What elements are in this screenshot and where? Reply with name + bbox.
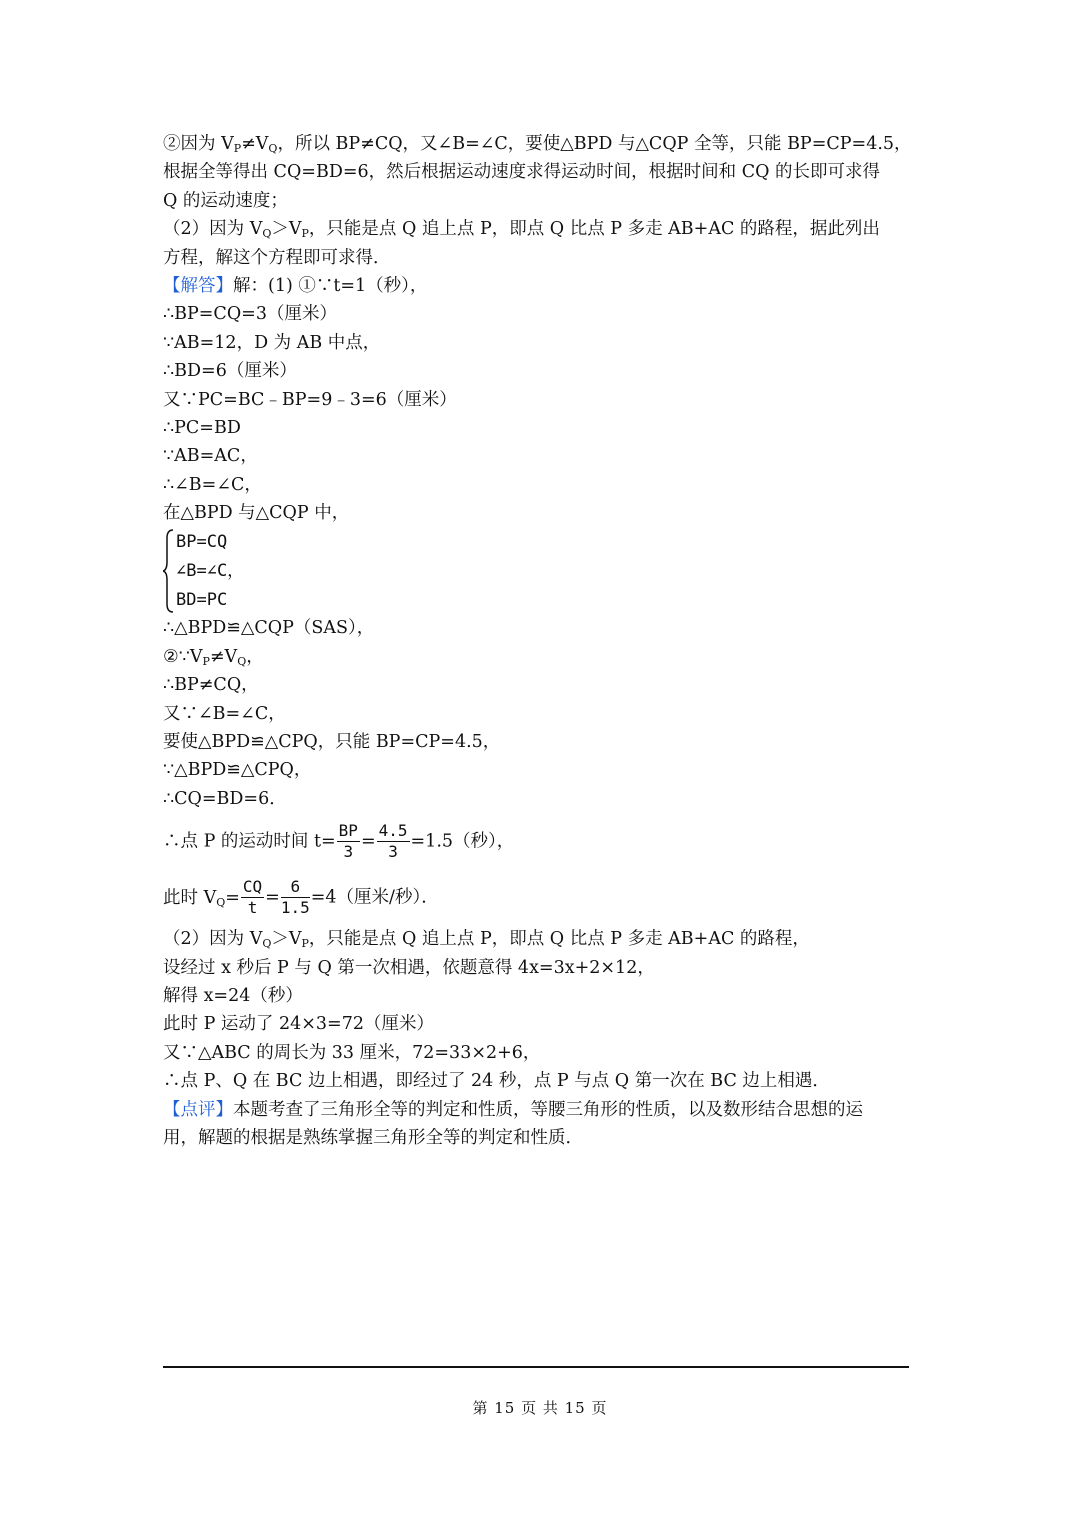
speed-eq-suffix: =4（厘米/秒）． (310, 887, 439, 908)
fraction-numerator: 6 (281, 877, 310, 898)
solution-line: 此时 P 运动了 24×3=72（厘米） (163, 1014, 434, 1035)
fraction-numerator: CQ (242, 877, 263, 897)
fraction-denominator: 3 (343, 842, 354, 862)
analysis-line: ∵AB=12，D 为 AB 中点， (163, 332, 381, 353)
fraction-6-1.5 (281, 877, 310, 918)
analysis-line: 方程，解这个方程即可求得． (163, 247, 391, 268)
analysis-line: 又∵PC=BC﹣BP=9﹣3=6（厘米） (163, 389, 457, 410)
part2-and-comment-block (163, 925, 923, 1152)
fraction-bp-3 (337, 821, 360, 862)
analysis-line: 【解答】解：(1) ①∵t=1（秒）， (163, 275, 428, 296)
time-equation (163, 813, 923, 869)
proof-line: ∵△BPD≌△CPQ， (163, 760, 312, 781)
fraction-4.5-3 (377, 821, 410, 862)
fraction-denominator: 1.5 (280, 898, 310, 918)
analysis-line: ∴∠B=∠C， (163, 474, 262, 495)
analysis-line: ∵AB=AC， (163, 446, 258, 467)
solution-line: ∴点 P、Q 在 BC 边上相遇，即经过了 24 秒，点 P 与点 Q 第一次在 BC 边上相遇． (163, 1071, 830, 1092)
analysis-line: （2）因为 $V_Q>V_P$，只能是点 Q 追上点 P，即点 Q 比点 P 多走 AB+AC 的路程，据此列出 (163, 219, 880, 241)
solution-line: 用，解题的根据是熟练掌握三角形全等的判定和性质． (163, 1127, 583, 1148)
system-line-2: ∠B=∠C， (176, 561, 245, 582)
footer-divider (163, 1366, 909, 1368)
system-line-3: BD=PC (176, 590, 228, 611)
analysis-line: ∴PC=BD (163, 417, 241, 438)
equals-sign: = (360, 831, 376, 852)
speed-equation (163, 869, 923, 925)
solution-line: （2）因为 $V_Q>V_P$，只能是点 Q 追上点 P，即点 Q 比点 P 多走 AB+AC 的路程， (163, 929, 810, 951)
proof-line: ∴△BPD≌△CQP（SAS）， (163, 618, 375, 639)
analysis-line: ∴BP=CQ=3（厘米） (163, 304, 337, 325)
solution-line: 【点评】本题考查了三角形全等的判定和性质，等腰三角形的性质，以及数形结合思想的运 (163, 1099, 863, 1120)
analysis-line: ②因为 $V_P\ne V_Q$，所以 BP≠CQ，又∠B=∠C，要使△BPD 与△CQP 全等，只能 BP=CP=4.5， (163, 134, 912, 155)
brace-icon (163, 528, 175, 614)
solution-line: 又∵△ABC 的周长为 33 厘米，72=33×2+6， (163, 1042, 541, 1063)
equals-sign: = (265, 887, 280, 908)
speed-eq-prefix: 此时 $V_Q=$ (163, 887, 240, 909)
equation-system (163, 528, 923, 614)
fraction-numerator: 4.5 (378, 821, 408, 841)
analysis-line: Q 的运动速度； (163, 190, 288, 211)
solution-text (163, 130, 923, 1152)
proof-line: ∴CQ=BD=6． (163, 788, 287, 809)
analysis-line: ∴BD=6（厘米） (163, 361, 297, 382)
fraction-denominator: 3 (388, 842, 398, 862)
fraction-cq-t (241, 877, 264, 918)
time-eq-suffix: =1.5（秒）， (410, 831, 515, 852)
proof-block (163, 614, 923, 813)
analysis-line: 根据全等得出 CQ=BD=6，然后根据运动速度求得运动时间，根据时间和 CQ 的长即可求得 (163, 162, 881, 183)
analysis-line: 在△BPD 与△CQP 中， (163, 503, 350, 524)
page-footer: 第 15 页 共 15 页 (472, 1399, 608, 1417)
proof-line: ∴BP≠CQ， (163, 675, 259, 696)
fraction-denominator: t (247, 898, 258, 918)
proof-line: $②\because V_P\ne V_Q$， (163, 646, 264, 668)
time-eq-prefix: ∴点 P 的运动时间 t= (163, 831, 336, 852)
analysis-block (163, 130, 923, 527)
system-line-1: BP=CQ (176, 532, 228, 553)
proof-line: 要使△BPD≌△CPQ，只能 BP=CP=4.5， (163, 732, 501, 753)
solution-line: 设经过 x 秒后 P 与 Q 第一次相遇，依题意得 4x=3x+2×12， (163, 957, 655, 978)
solution-line: 解得 x=24（秒） (163, 985, 303, 1006)
fraction-numerator: BP (338, 821, 358, 841)
proof-line: 又∵∠B=∠C， (163, 703, 286, 724)
